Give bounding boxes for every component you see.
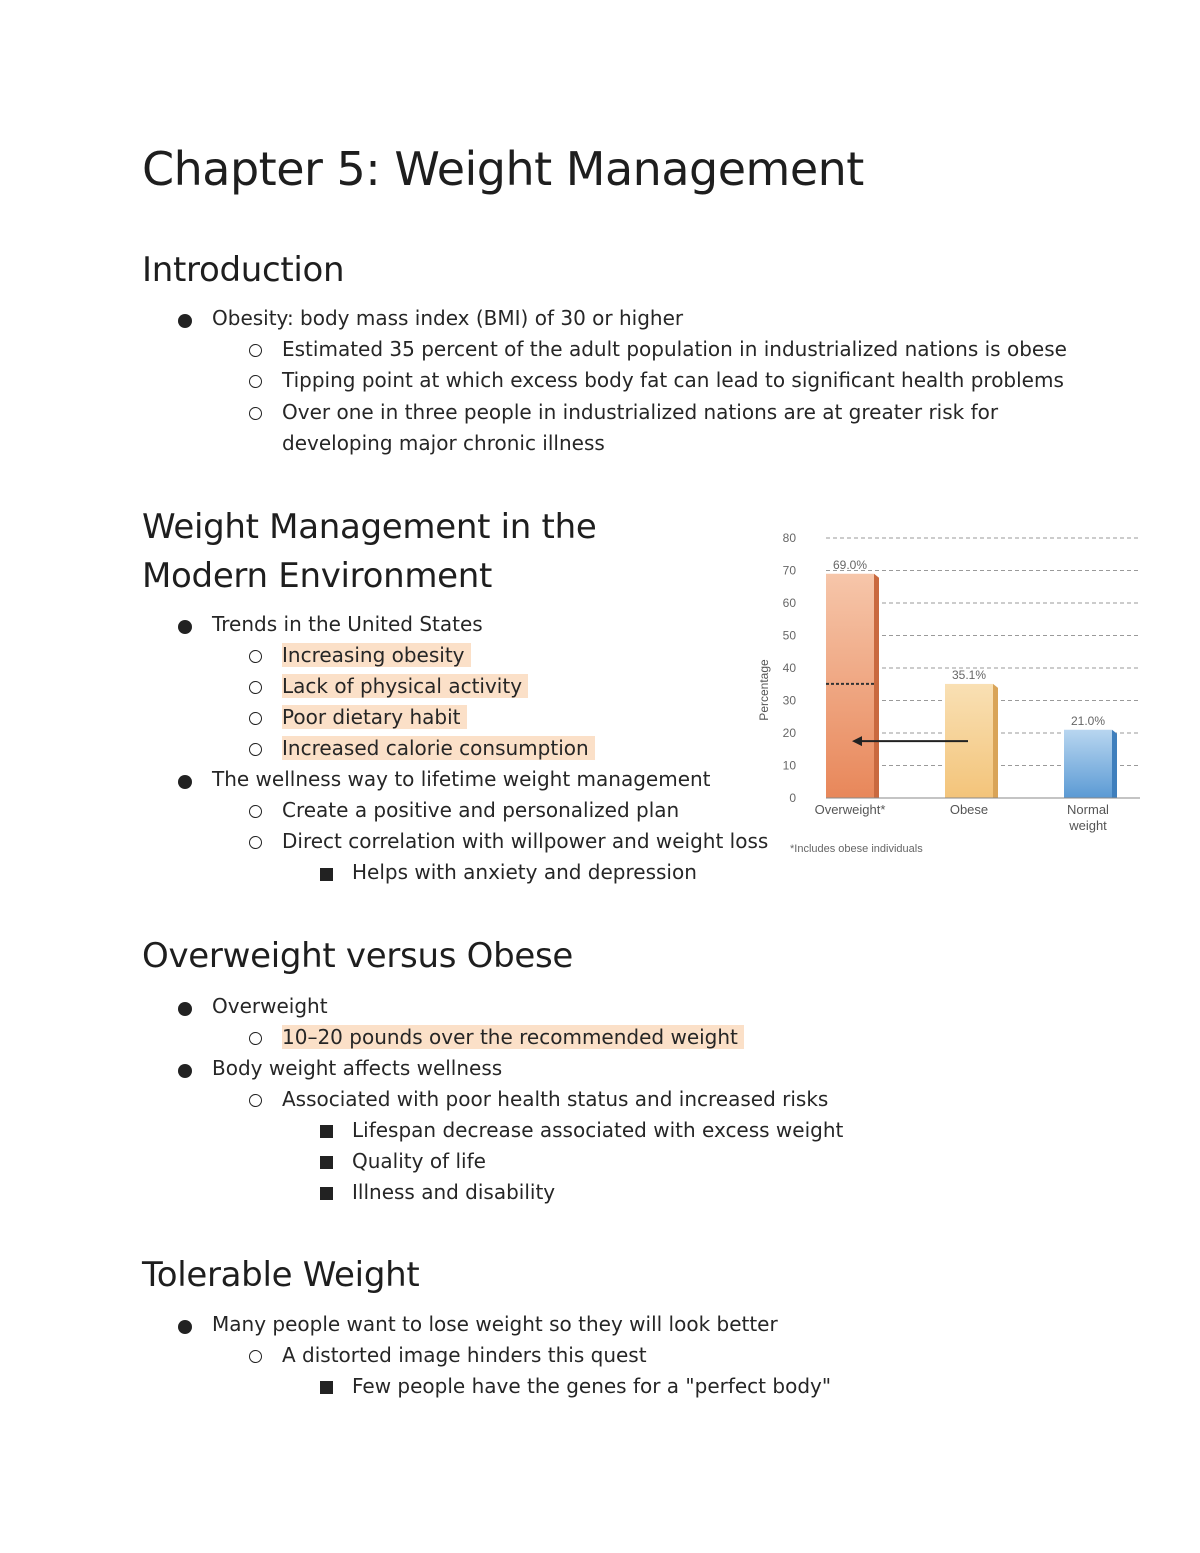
circle-bullet [249,650,262,663]
y-tick-label: 40 [782,661,796,675]
list-item: Body weight affects wellness [212,1056,503,1080]
bar-side [874,574,879,798]
circle-bullet [249,805,262,818]
circle-bullet [249,836,262,849]
list-item: Obesity: body mass index (BMI) of 30 or higher [212,306,684,330]
square-bullet [320,1381,333,1394]
disc-bullet [178,1320,192,1334]
heading-modern-environment: Weight Management in the Modern Environment [142,507,597,596]
circle-bullet [249,681,262,694]
list-item: Direct correlation with willpower and weight loss [282,829,769,853]
list-item: Many people want to lose weight so they will look better [212,1312,778,1336]
list-item: A distorted image hinders this quest [282,1343,647,1367]
heading-tolerable-weight: Tolerable Weight [142,1255,420,1295]
highlighted-text: 10–20 pounds over the recommended weight [282,1025,744,1049]
x-tick-label: Overweight* [814,802,886,817]
bar-chart [750,520,1150,860]
y-tick-label: 20 [782,726,796,740]
x-tick-label: Normal [1067,802,1109,817]
page-title: Chapter 5: Weight Management [142,142,864,196]
list-item: The wellness way to lifetime weight management [212,767,711,791]
circle-bullet [249,1350,262,1363]
y-tick-label: 30 [782,693,796,708]
circle-bullet [249,1094,262,1107]
bar-side [1112,730,1117,798]
list-item: Associated with poor health status and increased risks [282,1087,829,1111]
x-tick-label: weight [1069,818,1107,833]
heading-introduction: Introduction [142,250,345,290]
data-label: 21.0% [1070,713,1106,728]
square-bullet [320,1187,333,1200]
bar-side [993,684,998,798]
highlighted-text: Poor dietary habit [282,705,467,729]
list-item: Overweight [212,994,328,1018]
list-item: Over one in three people in industrialized nations are at greater risk for developing major chronic illness [282,400,999,455]
data-label: 35.1% [951,667,987,682]
x-axis-labels [815,802,1109,833]
list-item: Quality of life [352,1149,486,1173]
circle-bullet [249,743,262,756]
circle-bullet [249,344,262,357]
y-tick-label: 0 [789,791,796,805]
y-tick-label: 50 [782,628,796,643]
disc-bullet [178,314,192,328]
list-item: Create a positive and personalized plan [282,798,680,822]
heading-overweight-vs-obese: Overweight versus Obese [142,936,574,976]
highlighted-text: Increasing obesity [282,643,471,667]
square-bullet [320,1156,333,1169]
circle-bullet [249,1032,262,1045]
circle-bullet [249,712,262,725]
list-item: Estimated 35 percent of the adult population in industrialized nations is obese [282,337,1067,361]
list-item: Helps with anxiety and depression [352,860,697,884]
list-item: Lifespan decrease associated with excess weight [352,1118,844,1142]
list-item: Tipping point at which excess body fat can lead to significant health problems [282,368,1064,392]
y-tick-label: 60 [782,596,796,610]
bar [826,574,874,798]
highlighted-text: Lack of physical activity [282,674,528,698]
y-axis-label: Percentage [757,659,771,721]
list-item: Illness and disability [352,1180,556,1204]
disc-bullet [178,1002,192,1016]
data-label: 69.0% [832,557,868,572]
y-tick-label: 70 [782,563,796,578]
bar [1064,730,1112,798]
chart-footnote: *Includes obese individuals [790,843,923,855]
y-tick-label: 10 [782,758,796,773]
highlighted-text: Increased calorie consumption [282,736,595,760]
y-tick-label: 80 [782,531,796,545]
disc-bullet [178,620,192,634]
chart-bars [826,558,1117,798]
disc-bullet [178,1064,192,1078]
y-axis-ticks [783,531,797,805]
list-item: Few people have the genes for a "perfect body" [352,1374,832,1398]
list-item: Trends in the United States [212,612,483,636]
circle-bullet [249,375,262,388]
square-bullet [320,1125,333,1138]
square-bullet [320,868,333,881]
circle-bullet [249,407,262,420]
disc-bullet [178,775,192,789]
x-tick-label: Obese [949,802,989,817]
